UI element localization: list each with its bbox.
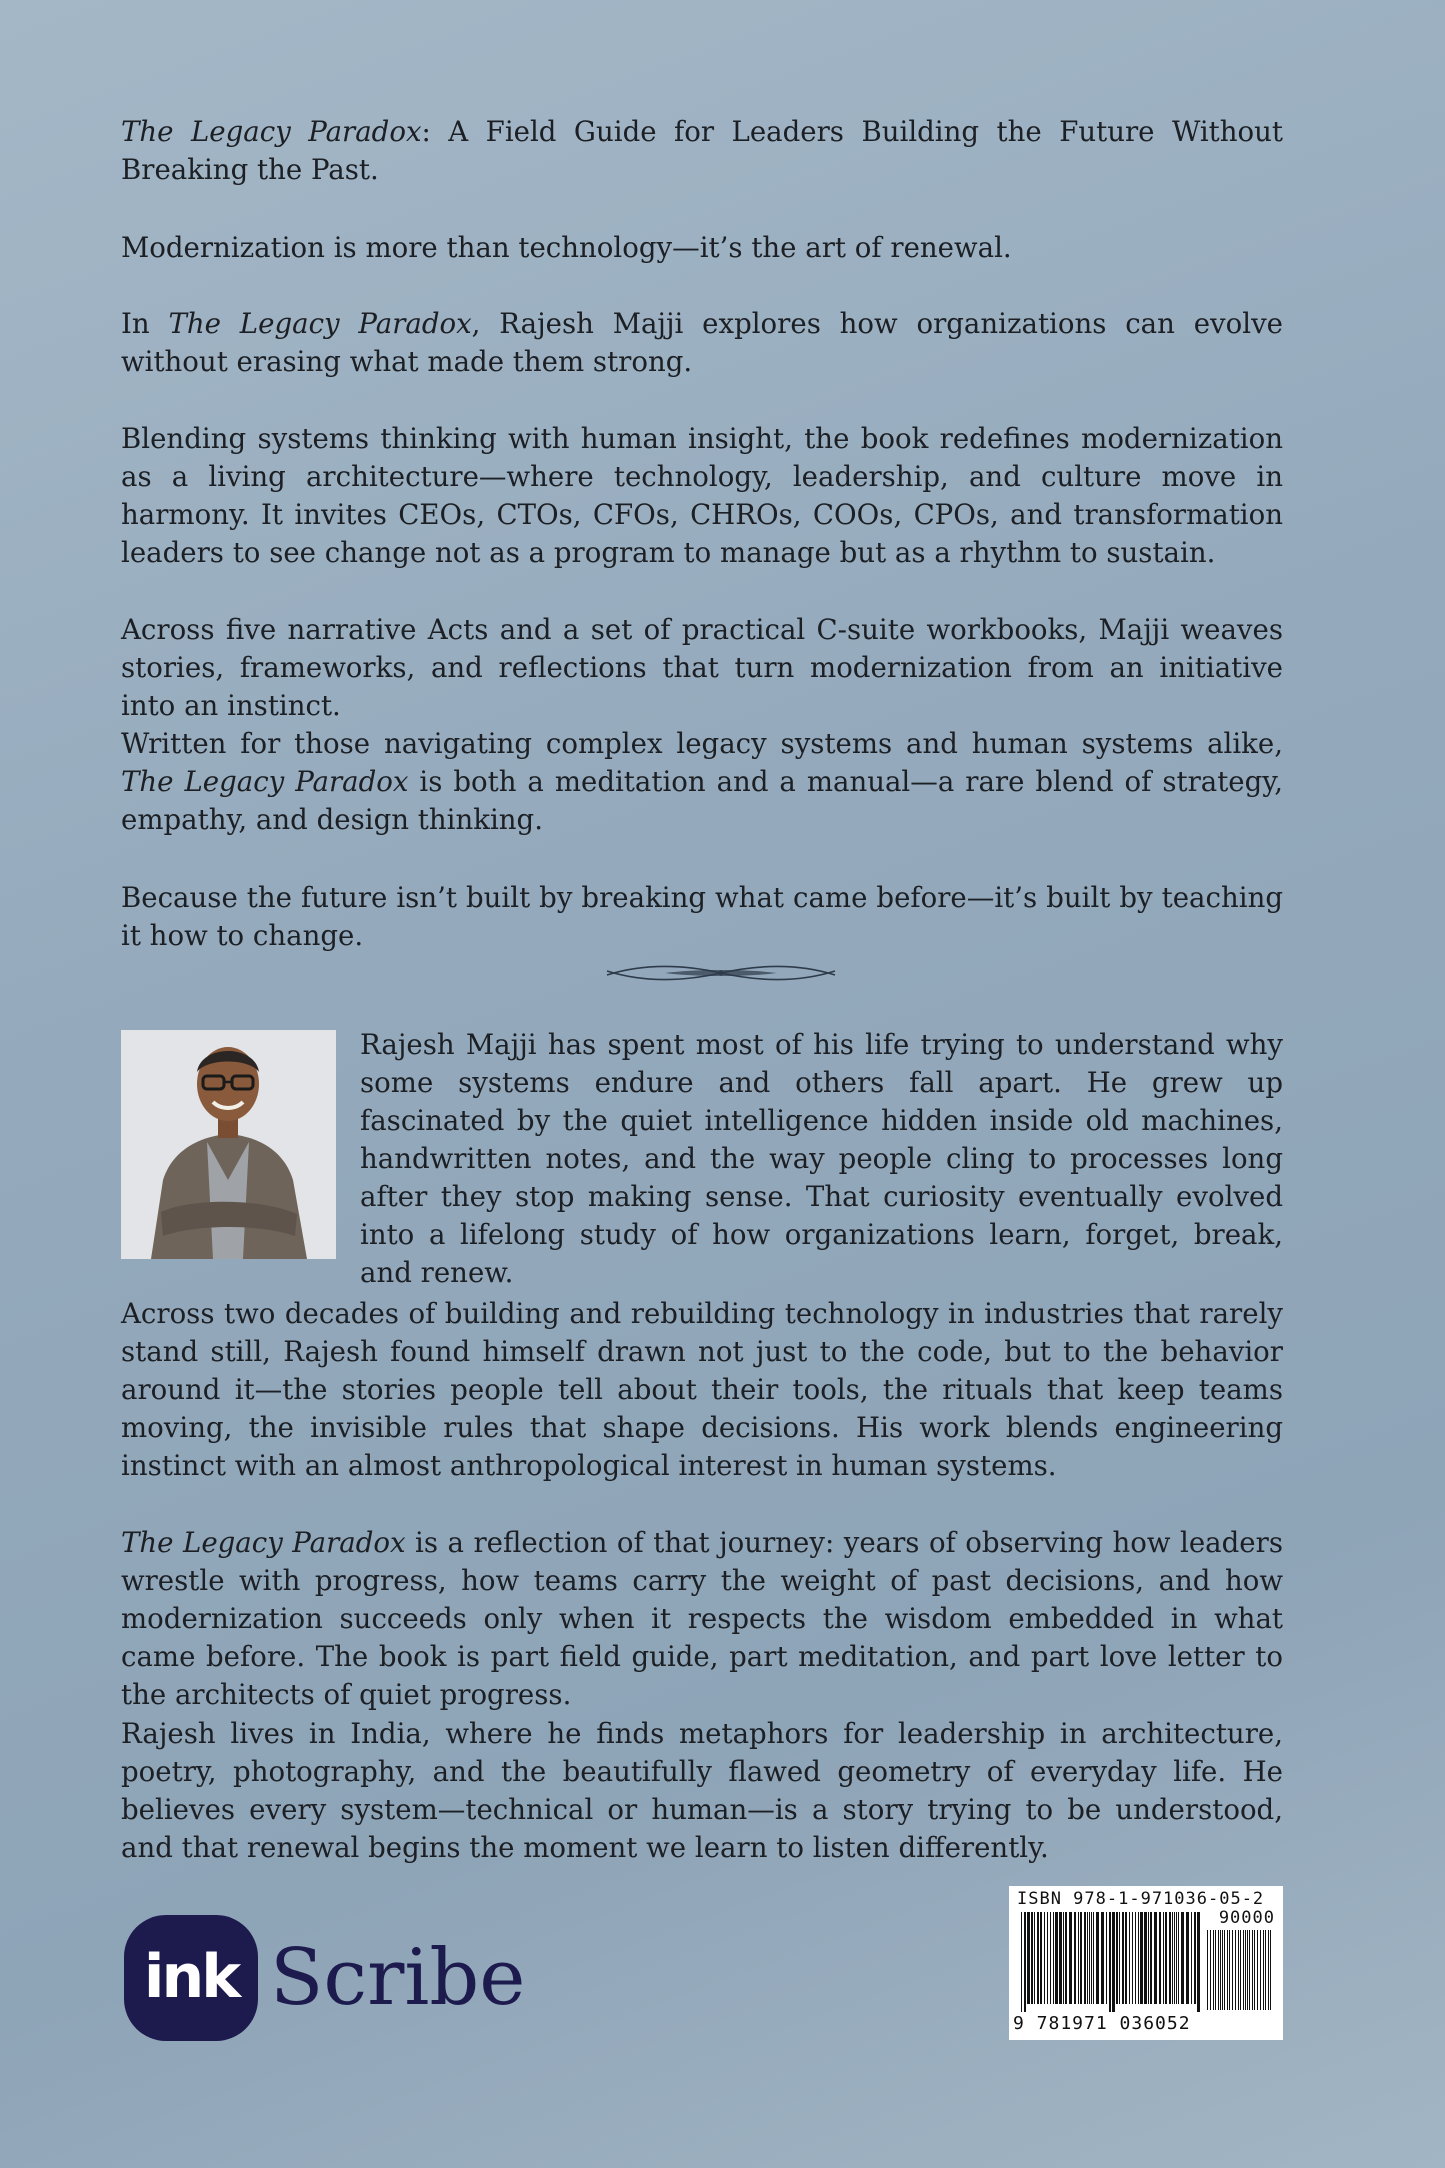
barcode-bar [1260, 1930, 1261, 2010]
book-title: The Legacy Paradox [168, 307, 472, 340]
barcode-bar [1096, 1912, 1099, 2004]
barcode-bar [1159, 1912, 1161, 2004]
barcode-bar [1220, 1930, 1221, 2010]
isbn-addon-number: 90000 [1218, 1908, 1275, 1928]
publisher-logo [124, 1915, 524, 2045]
barcode-bar [1101, 1912, 1104, 2004]
barcode-bar [1265, 1930, 1266, 2010]
barcode-bar [1247, 1930, 1248, 2010]
isbn-barcode [1009, 1886, 1283, 2040]
book-title: The Legacy Paradox [121, 765, 409, 798]
barcode-bar [1163, 1912, 1164, 2004]
barcode-bar [1074, 1912, 1076, 2004]
barcode-bar [1245, 1930, 1246, 2010]
barcode-bar [1191, 1912, 1192, 2004]
publisher-badge [124, 1915, 258, 2041]
barcode-bar [1174, 1912, 1175, 2004]
barcode-bar [1165, 1912, 1167, 2004]
barcode-bar [1254, 1930, 1255, 2010]
barcode-bar [1129, 1912, 1130, 2004]
barcode-bar [1263, 1930, 1264, 2010]
barcode-bars [1021, 1912, 1201, 2012]
barcode-bar [1135, 1912, 1136, 2004]
barcode-bar [1021, 1912, 1022, 2012]
barcode-bar [1169, 1912, 1171, 2004]
barcode-bar [1270, 1930, 1271, 2010]
barcode-bar [1093, 1912, 1094, 2004]
barcode-bar [1047, 1912, 1048, 2004]
barcode-bar [1176, 1912, 1177, 2004]
barcode-bar [1031, 1912, 1033, 2004]
isbn-label: ISBN 978-1-971036-05-2 [1017, 1889, 1265, 1909]
barcode-bar [1027, 1912, 1030, 2004]
barcode-bar [1150, 1912, 1152, 2004]
bio-paragraph-1: Rajesh Majji has spent most of his life trying to understand why some systems endure and others fall apart. He grew up fascinated by the quiet intelligence hidden inside old machines, handwritten notes, and the way people cling to processes long after they stop making sense. That curiosity eventually evolved into a lifelong study of how organizations learn, forget, break, and renew. [360, 1028, 1283, 1289]
barcode-bar [1243, 1930, 1244, 2010]
barcode-bar [1119, 1912, 1120, 2004]
barcode-bar [1044, 1912, 1045, 2004]
barcode-bar [1207, 1930, 1208, 2010]
bio-paragraph-3: The Legacy Paradox is a reflection of that journey: years of observing how leaders wrestle with progress, how teams carry the weight of past decisions, and how modernization succeeds only when it respects the wisdom embedded in what came before. The book is part field guide, part meditation, and part love letter to the architects of quiet progress. [121, 1526, 1283, 1711]
barcode-bar [1069, 1912, 1072, 2004]
barcode-bar [1112, 1912, 1115, 2012]
barcode-bar [1125, 1912, 1127, 2004]
barcode-bar [1240, 1930, 1241, 2010]
acts-paragraph: Across five narrative Acts and a set of practical C-suite workbooks, Majji weaves stories, frameworks, and reflections that turn modernization from an initiative into an instinct. [121, 613, 1283, 722]
author-photo [121, 1030, 336, 1259]
barcode-bar [1109, 1912, 1111, 2012]
barcode-bar [1106, 1912, 1107, 2004]
barcode-bar [1197, 1912, 1200, 2012]
barcode-bar [1122, 1912, 1124, 2004]
intro-paragraph [121, 113, 1283, 189]
barcode-bar [1194, 1912, 1196, 2004]
closing-paragraph: Because the future isn’t built by breaking what came before—it’s built by teaching it how to change. [121, 881, 1283, 952]
barcode-bar [1040, 1912, 1042, 2004]
barcode-bar [1249, 1930, 1250, 2010]
barcode-bar [1034, 1912, 1035, 2004]
barcode-bar [1252, 1930, 1253, 2010]
author-intro-paragraph: In The Legacy Paradox, Rajesh Majji explores how organizations can evolve without erasing what made them strong. [121, 307, 1283, 378]
tagline: Modernization is more than technology—it’s the art of renewal. [121, 231, 1012, 264]
barcode-bar [1232, 1930, 1233, 2010]
publisher-badge-text: ink [143, 1942, 239, 2012]
barcode-addon-bars [1207, 1930, 1273, 2012]
barcode-bar [1138, 1912, 1139, 2004]
barcode-bar [1063, 1912, 1064, 2004]
barcode-bar [1059, 1912, 1062, 2004]
barcode-bar [1037, 1912, 1039, 2004]
barcode-bar [1235, 1930, 1236, 2010]
barcode-bar [1053, 1912, 1054, 2004]
barcode-bar [1065, 1912, 1067, 2004]
barcode-bar [1024, 1912, 1026, 2012]
barcode-bar [1172, 1912, 1173, 2004]
barcode-bar [1132, 1912, 1133, 2004]
barcode-bar [1148, 1912, 1149, 2004]
barcode-bar [1227, 1930, 1228, 2010]
barcode-bar [1224, 1930, 1225, 2010]
barcode-bar [1087, 1912, 1088, 2004]
barcode-bar [1213, 1930, 1214, 2010]
publisher-name: Scribe [270, 1933, 526, 2023]
barcode-bar [1215, 1930, 1216, 2010]
barcode-bar [1089, 1912, 1090, 2004]
barcode-bar [1268, 1930, 1269, 2010]
barcode-bar [1210, 1930, 1211, 2010]
ean-number: 9 781971 036052 [1013, 2013, 1191, 2034]
barcode-bar [1084, 1912, 1086, 2004]
barcode-bar [1116, 1912, 1118, 2004]
barcode-bar [1080, 1912, 1082, 2004]
barcode-bar [1186, 1912, 1189, 2004]
barcode-bar [1178, 1912, 1179, 2004]
barcode-bar [1229, 1930, 1230, 2010]
barcode-bar [1050, 1912, 1051, 2004]
barcode-bar [1140, 1912, 1143, 2004]
barcode-bar [1181, 1912, 1184, 2004]
flourish-divider [605, 959, 837, 987]
barcode-bar [1055, 1912, 1058, 2004]
bio-paragraph-2: Across two decades of building and rebuilding technology in industries that rarely stand still, Rajesh found himself drawn not just to the code, but to the behavior around it—the stories people tell about their tools, the rituals that keep teams moving, the invisible rules that shape decisions. His work blends engineering instinct with an almost anthropological interest in human systems. [121, 1297, 1283, 1482]
barcode-bar [1154, 1912, 1157, 2004]
barcode-bar [1144, 1912, 1147, 2004]
audience-paragraph: Written for those navigating complex legacy systems and human systems alike, The Legacy Paradox is both a meditation and a manual—a rare blend of strategy, empathy, and design thinking. [121, 727, 1283, 836]
barcode-bar [1078, 1912, 1079, 2004]
book-title: The Legacy Paradox [121, 1526, 406, 1559]
barcode-bar [1222, 1930, 1223, 2010]
barcode-bar [1238, 1930, 1239, 2010]
blending-paragraph: Blending systems thinking with human insight, the book redefines modernization as a living architecture—where technology, leadership, and culture move in harmony. It invites CEOs, CTOs, CFOs, CHROs, COOs, CPOs, and transformation leaders to see change not as a program to manage but as a rhythm to sustain. [121, 422, 1283, 569]
bio-paragraph-4: Rajesh lives in India, where he finds metaphors for leadership in architecture, poetry, photography, and the beautifully flawed geometry of everyday life. He believes every system—technical or human—is a story trying to be understood, and that renewal begins the moment we learn to listen differently. [121, 1717, 1283, 1864]
book-title: The Legacy Paradox [121, 115, 422, 148]
barcode-bar [1218, 1930, 1219, 2010]
barcode-bar [1091, 1912, 1092, 2004]
barcode-bar [1257, 1930, 1258, 2010]
intro-text: : A Field Guide for Leaders Building the Future Without Breaking the Past. [121, 115, 1283, 186]
